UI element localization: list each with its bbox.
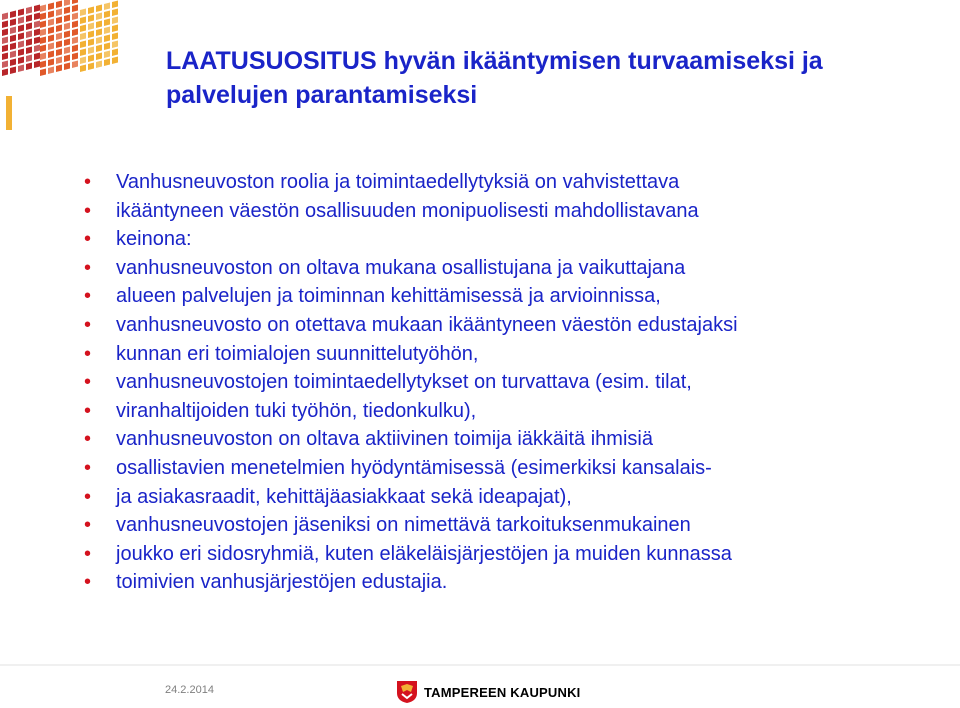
coat-of-arms-icon <box>396 680 418 704</box>
bullet-item <box>84 340 904 369</box>
brand-name: TAMPEREEN KAUPUNKI <box>424 684 581 700</box>
bullet-text: alueen palvelujen ja toiminnan kehittämisessä ja arvioinnissa, <box>116 285 661 308</box>
bullet-marker: • <box>84 199 92 222</box>
bullet-list <box>84 168 904 597</box>
footer-date: 24.2.2014 <box>165 684 214 696</box>
bullet-text: toimivien vanhusjärjestöjen edustajia. <box>116 571 448 594</box>
bullet-text: vanhusneuvostojen jäseniksi on nimettävä tarkoituksenmukainen <box>116 514 691 537</box>
bullet-item <box>84 397 904 426</box>
bullet-marker: • <box>84 485 92 508</box>
bullet-text: vanhusneuvostojen toimintaedellytykset on turvattava (esim. tilat, <box>116 371 692 394</box>
bullet-marker: • <box>84 456 92 479</box>
bullet-item <box>84 454 904 483</box>
bullet-marker: • <box>84 428 92 451</box>
bullet-item <box>84 368 904 397</box>
bullet-marker: • <box>84 399 92 422</box>
bullet-item <box>84 511 904 540</box>
bullet-text: kunnan eri toimialojen suunnittelutyöhön, <box>116 342 479 365</box>
slide-title: LAATUSUOSITUS hyvän ikääntymisen turvaamiseksi ja palvelujen parantamiseksi <box>166 47 823 109</box>
brand-logo <box>396 680 580 704</box>
bullet-text: viranhaltijoiden tuki työhön, tiedonkulku), <box>116 399 477 422</box>
woven-logo-icon <box>0 0 150 140</box>
bullet-text: Vanhusneuvoston roolia ja toimintaedellytyksiä on vahvistettava <box>116 171 680 193</box>
bullet-item <box>84 311 904 340</box>
bullet-marker: • <box>84 228 92 251</box>
bullet-text: joukko eri sidosryhmiä, kuten eläkeläisjärjestöjen ja muiden kunnassa <box>116 542 732 565</box>
bullet-marker: • <box>84 571 92 594</box>
bullet-text: ikääntyneen väestön osallisuuden monipuolisesti mahdollistavana <box>116 199 699 222</box>
bullet-item <box>84 483 904 512</box>
bullet-item <box>84 568 904 597</box>
bullet-item <box>84 425 904 454</box>
bullet-marker: • <box>84 542 92 565</box>
bullet-marker: • <box>84 285 92 308</box>
bullet-marker: • <box>84 256 92 279</box>
bullet-marker: • <box>84 514 92 537</box>
bullet-marker: • <box>84 371 92 394</box>
bullet-item <box>84 254 904 283</box>
bullet-item <box>84 282 904 311</box>
bullet-text: vanhusneuvoston on oltava mukana osallistujana ja vaikuttajana <box>116 256 686 279</box>
bullet-text: keinona: <box>116 228 192 251</box>
bullet-item <box>84 197 904 226</box>
bullet-item <box>84 168 904 197</box>
bullet-marker: • <box>84 313 92 336</box>
bullet-text: osallistavien menetelmien hyödyntämisessä (esimerkiksi kansalais- <box>116 456 712 479</box>
bullet-text: vanhusneuvosto on otettava mukaan ikääntyneen väestön edustajaksi <box>116 313 738 336</box>
bullet-marker: • <box>84 342 92 365</box>
bullet-text: ja asiakasraadit, kehittäjäasiakkaat sekä ideapajat), <box>116 485 572 508</box>
bullet-item <box>84 225 904 254</box>
bullet-item <box>84 540 904 569</box>
bullet-marker: • <box>84 171 92 193</box>
bullet-text: vanhusneuvoston on oltava aktiivinen toimija iäkkäitä ihmisiä <box>116 428 653 451</box>
footer-divider <box>0 664 960 666</box>
